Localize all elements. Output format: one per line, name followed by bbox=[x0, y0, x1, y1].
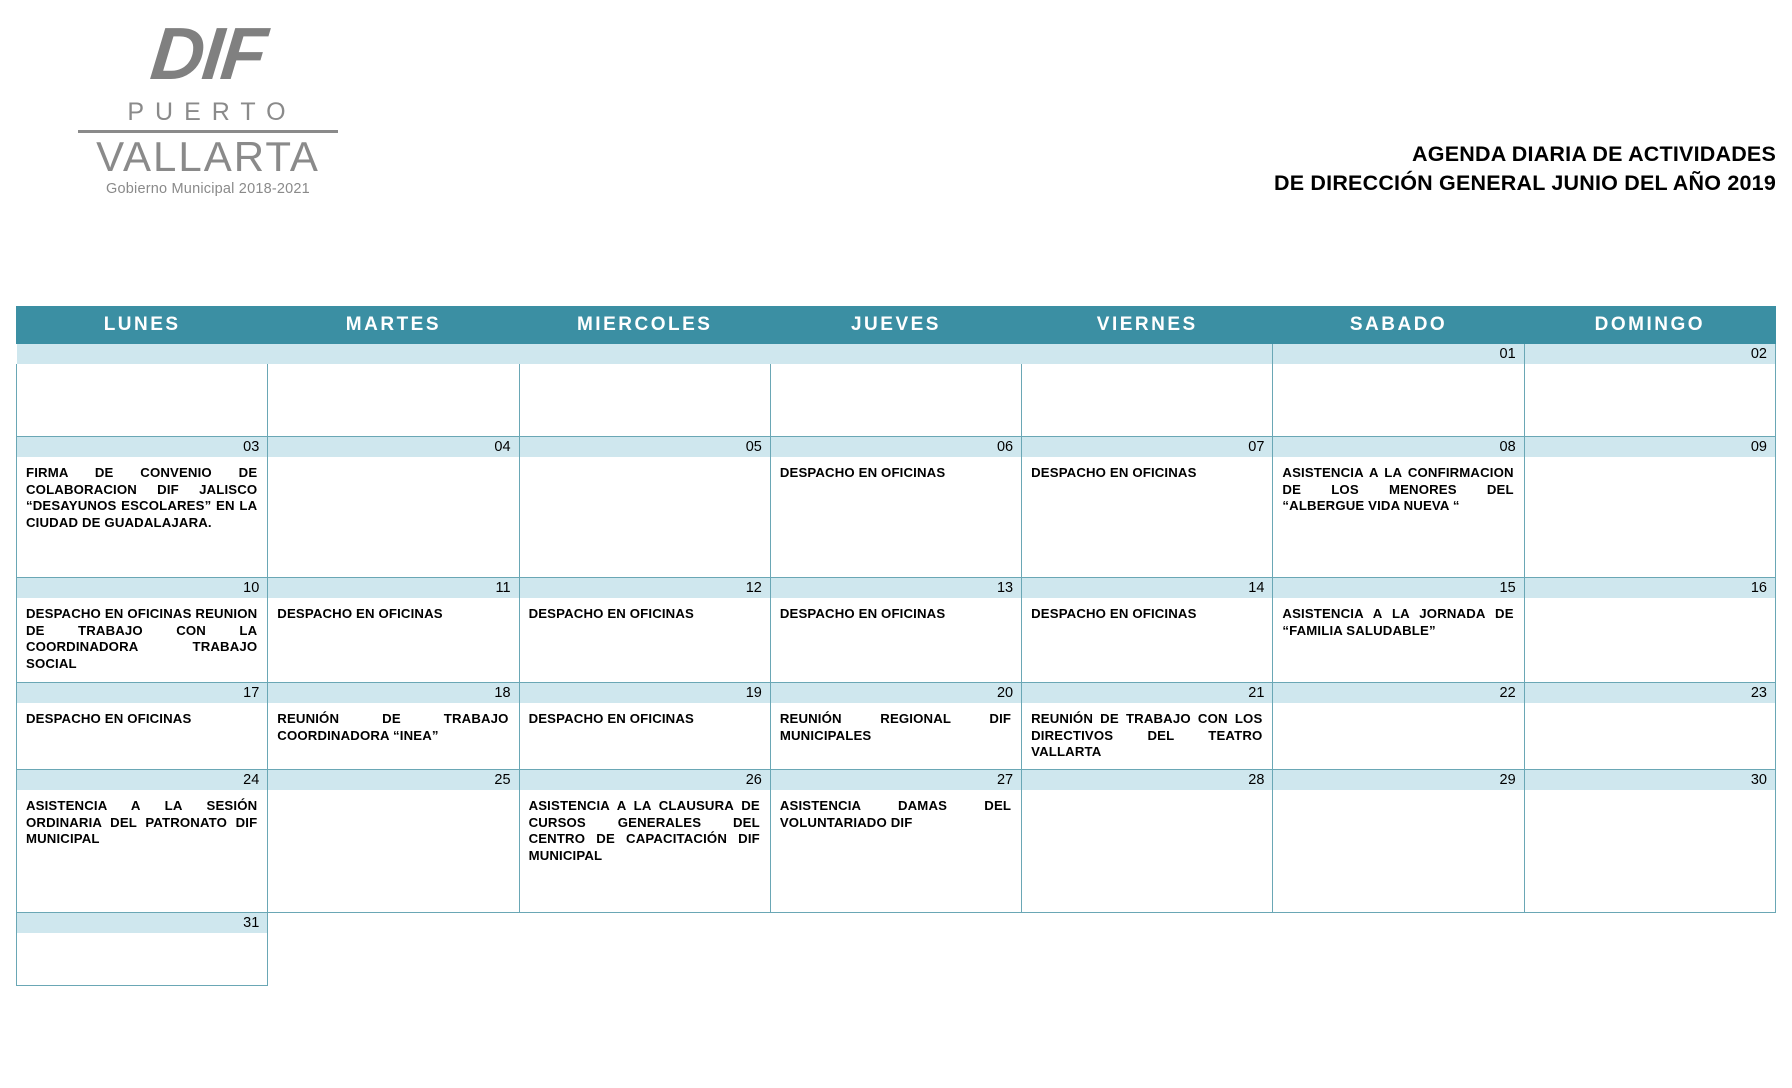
day-cell-content bbox=[17, 364, 268, 437]
day-number: 27 bbox=[770, 770, 1021, 791]
day-cell-content bbox=[1273, 790, 1524, 913]
day-cell-content bbox=[17, 933, 268, 986]
day-number: 08 bbox=[1273, 437, 1524, 458]
day-number: 23 bbox=[1524, 683, 1775, 704]
column-header-martes: MARTES bbox=[268, 307, 519, 344]
day-number bbox=[770, 913, 1021, 934]
day-cell-content: ASISTENCIA A LA SESIÓN ORDINARIA DEL PATRONATO DIF MUNICIPAL bbox=[17, 790, 268, 913]
day-cell-content bbox=[519, 364, 770, 437]
calendar-daynum-row bbox=[17, 344, 1776, 365]
day-cell-content: DESPACHO EN OFICINAS bbox=[519, 598, 770, 683]
day-cell-content: REUNIÓN DE TRABAJO COORDINADORA “INEA” bbox=[268, 703, 519, 770]
page-title-line1: AGENDA DIARIA DE ACTIVIDADES bbox=[1412, 142, 1776, 166]
document-header bbox=[0, 0, 1792, 240]
column-header-domingo: DOMINGO bbox=[1524, 307, 1775, 344]
day-number bbox=[268, 344, 519, 365]
day-cell-content bbox=[1022, 364, 1273, 437]
day-cell-content bbox=[770, 364, 1021, 437]
day-cell-content bbox=[1273, 703, 1524, 770]
calendar-header-row bbox=[17, 307, 1776, 344]
day-cell-content bbox=[1524, 790, 1775, 913]
day-number: 09 bbox=[1524, 437, 1775, 458]
day-cell-content: REUNIÓN DE TRABAJO CON LOS DIRECTIVOS DEL TEATRO VALLARTA bbox=[1022, 703, 1273, 770]
day-number: 07 bbox=[1022, 437, 1273, 458]
day-cell-content bbox=[268, 364, 519, 437]
day-cell-content: ASISTENCIA A LA JORNADA DE “FAMILIA SALUDABLE” bbox=[1273, 598, 1524, 683]
day-cell-content: DESPACHO EN OFICINAS bbox=[17, 703, 268, 770]
day-cell-content: ASISTENCIA DAMAS DEL VOLUNTARIADO DIF bbox=[770, 790, 1021, 913]
day-cell-content: ASISTENCIA A LA CLAUSURA DE CURSOS GENERALES DEL CENTRO DE CAPACITACIÓN DIF MUNICIPAL bbox=[519, 790, 770, 913]
calendar-content-row bbox=[17, 933, 1776, 986]
day-number: 06 bbox=[770, 437, 1021, 458]
day-cell-content: DESPACHO EN OFICINAS bbox=[268, 598, 519, 683]
column-header-sabado: SABADO bbox=[1273, 307, 1524, 344]
day-cell-content bbox=[1022, 790, 1273, 913]
day-cell-content bbox=[1524, 598, 1775, 683]
day-number: 03 bbox=[17, 437, 268, 458]
day-cell-content bbox=[1273, 933, 1524, 986]
day-cell-content: DESPACHO EN OFICINAS bbox=[770, 598, 1021, 683]
day-cell-content: DESPACHO EN OFICINAS bbox=[1022, 457, 1273, 578]
day-number bbox=[519, 913, 770, 934]
column-header-lunes: LUNES bbox=[17, 307, 268, 344]
day-cell-content bbox=[1524, 933, 1775, 986]
day-number: 21 bbox=[1022, 683, 1273, 704]
day-number: 13 bbox=[770, 578, 1021, 599]
day-cell-content bbox=[1524, 457, 1775, 578]
day-cell-content: DESPACHO EN OFICINAS REUNION DE TRABAJO CON LA COORDINADORA TRABAJO SOCIAL bbox=[17, 598, 268, 683]
day-cell-content bbox=[1524, 703, 1775, 770]
logo-dif-text: DIF bbox=[147, 12, 270, 95]
calendar-daynum-row bbox=[17, 437, 1776, 458]
calendar-daynum-row bbox=[17, 913, 1776, 934]
day-number: 25 bbox=[268, 770, 519, 791]
logo-gobierno-text: Gobierno Municipal 2018-2021 bbox=[106, 181, 310, 197]
day-number: 20 bbox=[770, 683, 1021, 704]
calendar-daynum-row bbox=[17, 770, 1776, 791]
day-number: 22 bbox=[1273, 683, 1524, 704]
day-number bbox=[1273, 913, 1524, 934]
calendar-content-row bbox=[17, 364, 1776, 437]
logo-puerto-text: PUERTO bbox=[127, 98, 297, 126]
day-number bbox=[770, 344, 1021, 365]
day-number: 16 bbox=[1524, 578, 1775, 599]
day-cell-content bbox=[268, 933, 519, 986]
day-number bbox=[268, 913, 519, 934]
day-cell-content bbox=[519, 457, 770, 578]
day-number: 15 bbox=[1273, 578, 1524, 599]
day-number: 30 bbox=[1524, 770, 1775, 791]
day-cell-content: FIRMA DE CONVENIO DE COLABORACION DIF JALISCO “DESAYUNOS ESCOLARES” EN LA CIUDAD DE GUADALAJARA. bbox=[17, 457, 268, 578]
calendar-content-row bbox=[17, 703, 1776, 770]
day-number: 18 bbox=[268, 683, 519, 704]
day-number: 12 bbox=[519, 578, 770, 599]
calendar-daynum-row bbox=[17, 683, 1776, 704]
day-number bbox=[17, 344, 268, 365]
column-header-miercoles: MIERCOLES bbox=[519, 307, 770, 344]
day-cell-content bbox=[1524, 364, 1775, 437]
activities-calendar bbox=[16, 306, 1776, 986]
day-number bbox=[1022, 913, 1273, 934]
day-cell-content: REUNIÓN REGIONAL DIF MUNICIPALES bbox=[770, 703, 1021, 770]
day-cell-content bbox=[268, 457, 519, 578]
day-number: 29 bbox=[1273, 770, 1524, 791]
day-number: 31 bbox=[17, 913, 268, 934]
day-cell-content bbox=[519, 933, 770, 986]
day-number: 04 bbox=[268, 437, 519, 458]
day-number: 10 bbox=[17, 578, 268, 599]
day-number: 28 bbox=[1022, 770, 1273, 791]
day-cell-content: DESPACHO EN OFICINAS bbox=[1022, 598, 1273, 683]
day-number: 01 bbox=[1273, 344, 1524, 365]
day-cell-content bbox=[770, 933, 1021, 986]
column-header-jueves: JUEVES bbox=[770, 307, 1021, 344]
day-number: 24 bbox=[17, 770, 268, 791]
day-cell-content: DESPACHO EN OFICINAS bbox=[770, 457, 1021, 578]
column-header-viernes: VIERNES bbox=[1022, 307, 1273, 344]
day-cell-content bbox=[1022, 933, 1273, 986]
day-number: 11 bbox=[268, 578, 519, 599]
day-number: 26 bbox=[519, 770, 770, 791]
day-number bbox=[519, 344, 770, 365]
day-cell-content bbox=[1273, 364, 1524, 437]
day-cell-content: DESPACHO EN OFICINAS bbox=[519, 703, 770, 770]
day-number: 02 bbox=[1524, 344, 1775, 365]
calendar-content-row bbox=[17, 598, 1776, 683]
calendar-content-row bbox=[17, 790, 1776, 913]
day-cell-content bbox=[268, 790, 519, 913]
calendar-content-row bbox=[17, 457, 1776, 578]
day-number: 14 bbox=[1022, 578, 1273, 599]
day-number: 05 bbox=[519, 437, 770, 458]
day-number: 19 bbox=[519, 683, 770, 704]
page-title bbox=[1274, 140, 1776, 198]
day-number bbox=[1524, 913, 1775, 934]
dif-puerto-vallarta-logo bbox=[78, 12, 338, 197]
day-number: 17 bbox=[17, 683, 268, 704]
calendar-daynum-row bbox=[17, 578, 1776, 599]
logo-vallarta-text: VALLARTA bbox=[96, 133, 320, 180]
day-number bbox=[1022, 344, 1273, 365]
page-title-line2: DE DIRECCIÓN GENERAL JUNIO DEL AÑO 2019 bbox=[1273, 171, 1776, 195]
day-cell-content: ASISTENCIA A LA CONFIRMACION DE LOS MENORES DEL “ALBERGUE VIDA NUEVA “ bbox=[1273, 457, 1524, 578]
